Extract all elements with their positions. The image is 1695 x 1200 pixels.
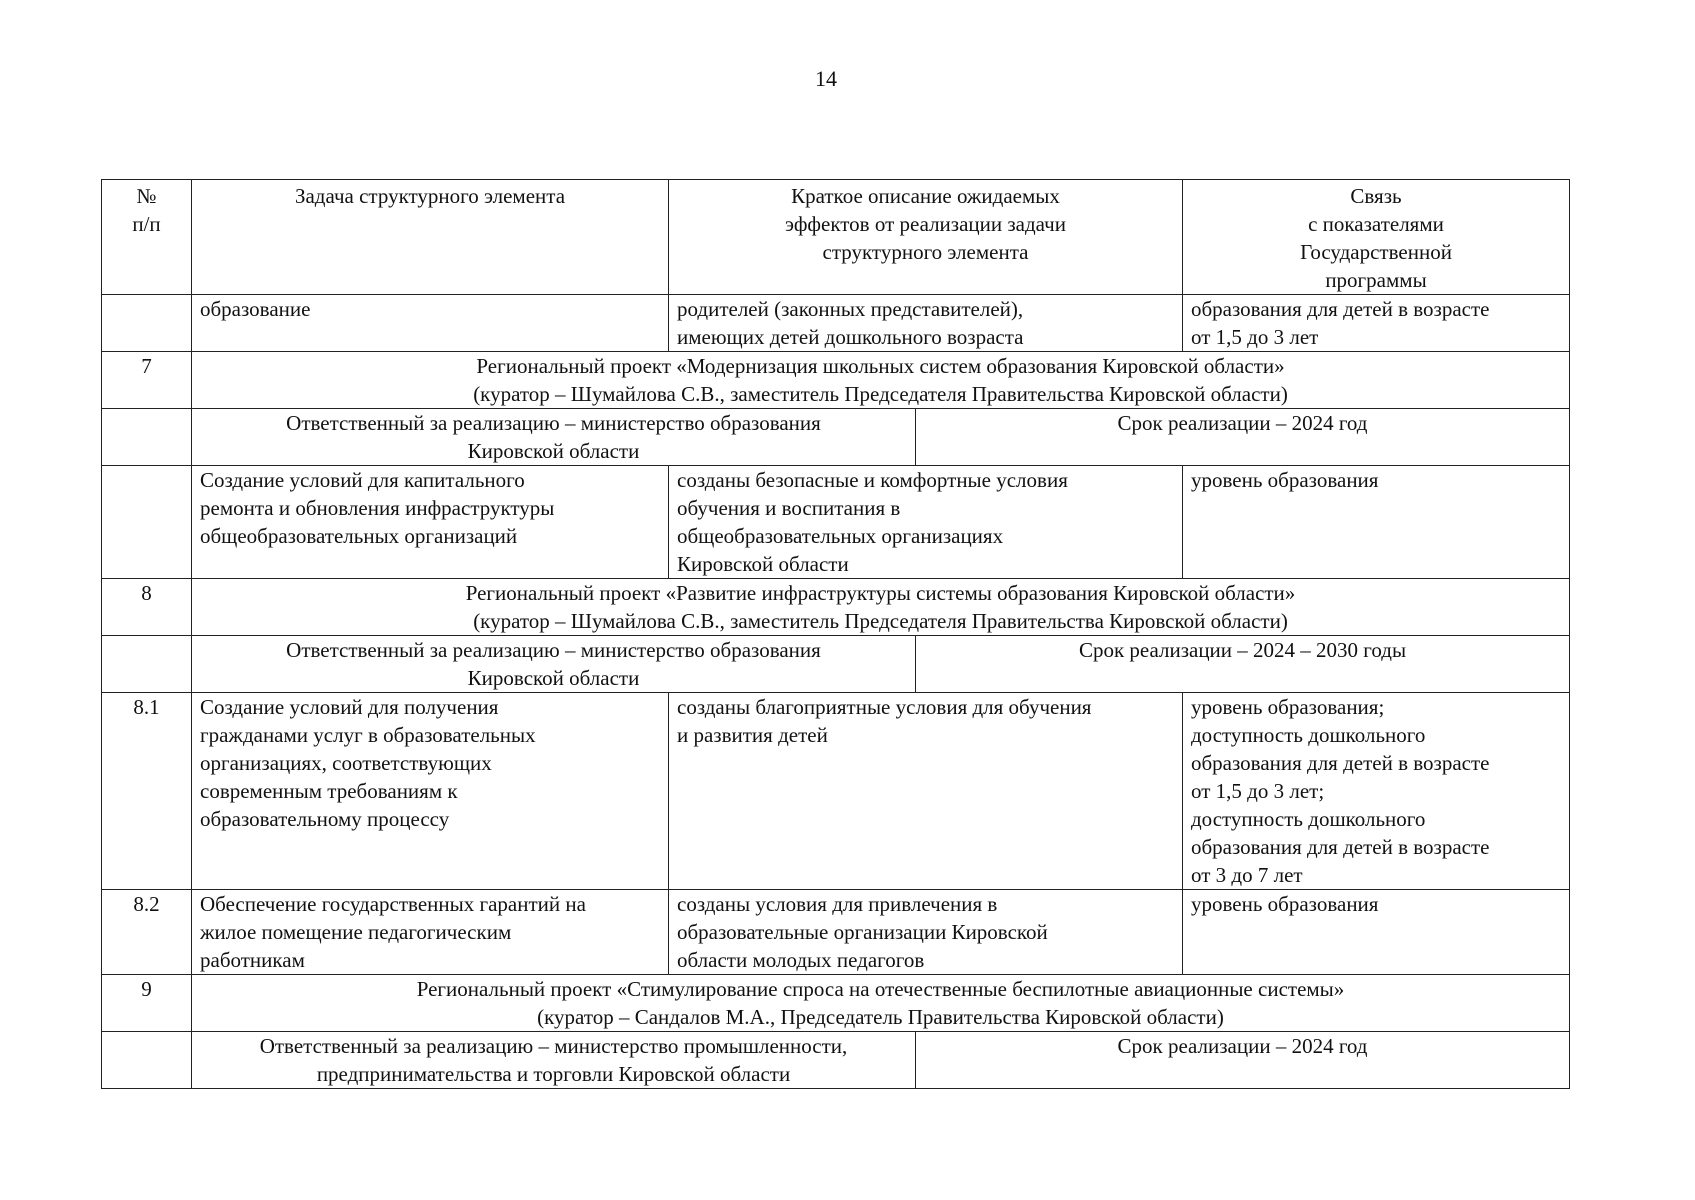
table-row [102,295,1570,352]
table-header-row [102,180,1570,295]
project-8-title: Региональный проект «Развитие инфраструктуры системы образования Кировской области» (куратор – Шумайлова С.В., заместитель Председателя Правительства Кировской области) [192,579,1570,636]
link-cell: образования для детей в возрасте от 1,5 до 3 лет [1183,295,1570,352]
structural-elements-table [101,179,1570,1089]
project-7-term: Срок реализации – 2024 год [916,409,1570,466]
effects-cell: созданы безопасные и комфортные условия обучения и воспитания в общеобразовательных организациях Кировской области [669,466,1183,579]
project-8-title-row [102,579,1570,636]
effects-cell: созданы условия для привлечения в образовательные организации Кировской области молодых педагогов [669,890,1183,975]
item-num: 8.1 [102,693,192,890]
link-cell: уровень образования [1183,466,1570,579]
project-7-num: 7 [102,352,192,409]
project-8-responsible-row [102,636,1570,693]
row-num-empty [102,295,192,352]
page-number: 14 [815,66,837,91]
project-9-title: Региональный проект «Стимулирование спроса на отечественные беспилотные авиационные системы» (куратор – Сандалов М.А., Председатель Правительства Кировской области) [192,975,1570,1032]
table-row [102,693,1570,890]
project-7-title-row [102,352,1570,409]
task-cell: образование [192,295,669,352]
effects-cell: созданы благоприятные условия для обучения и развития детей [669,693,1183,890]
header-effects: Краткое описание ожидаемых эффектов от реализации задачи структурного элемента [669,180,1183,295]
project-7-task-row [102,466,1570,579]
task-cell: Обеспечение государственных гарантий на жилое помещение педагогическим работникам [192,890,669,975]
project-7-responsible-row [102,409,1570,466]
row-num-empty [102,1032,192,1089]
table-row [102,890,1570,975]
project-9-title-row [102,975,1570,1032]
item-num: 8.2 [102,890,192,975]
project-7-title: Региональный проект «Модернизация школьных систем образования Кировской области» (куратор – Шумайлова С.В., заместитель Председателя Правительства Кировской области) [192,352,1570,409]
header-link: Связь с показателями Государственной программы [1183,180,1570,295]
link-cell: уровень образования [1183,890,1570,975]
project-8-term: Срок реализации – 2024 – 2030 годы [916,636,1570,693]
task-cell: Создание условий для капитального ремонта и обновления инфраструктуры общеобразовательных организаций [192,466,669,579]
project-9-term: Срок реализации – 2024 год [916,1032,1570,1089]
project-8-num: 8 [102,579,192,636]
effects-cell: родителей (законных представителей), имеющих детей дошкольного возраста [669,295,1183,352]
project-9-responsible: Ответственный за реализацию – министерство промышленности, предпринимательства и торговли Кировской области [192,1032,916,1089]
project-9-num: 9 [102,975,192,1032]
task-cell: Создание условий для получения гражданами услуг в образовательных организациях, соответствующих современным требованиям к образовательному процессу [192,693,669,890]
row-num-empty [102,466,192,579]
header-task: Задача структурного элемента [192,180,669,295]
link-cell: уровень образования; доступность дошкольного образования для детей в возрасте от 1,5 до 3 лет; доступность дошкольного образования для детей в возрасте от 3 до 7 лет [1183,693,1570,890]
row-num-empty [102,409,192,466]
project-8-responsible: Ответственный за реализацию – министерство образования Кировской области [192,636,916,693]
project-9-responsible-row [102,1032,1570,1089]
project-7-responsible: Ответственный за реализацию – министерство образования Кировской области [192,409,916,466]
row-num-empty [102,636,192,693]
header-num: № п/п [102,180,192,295]
